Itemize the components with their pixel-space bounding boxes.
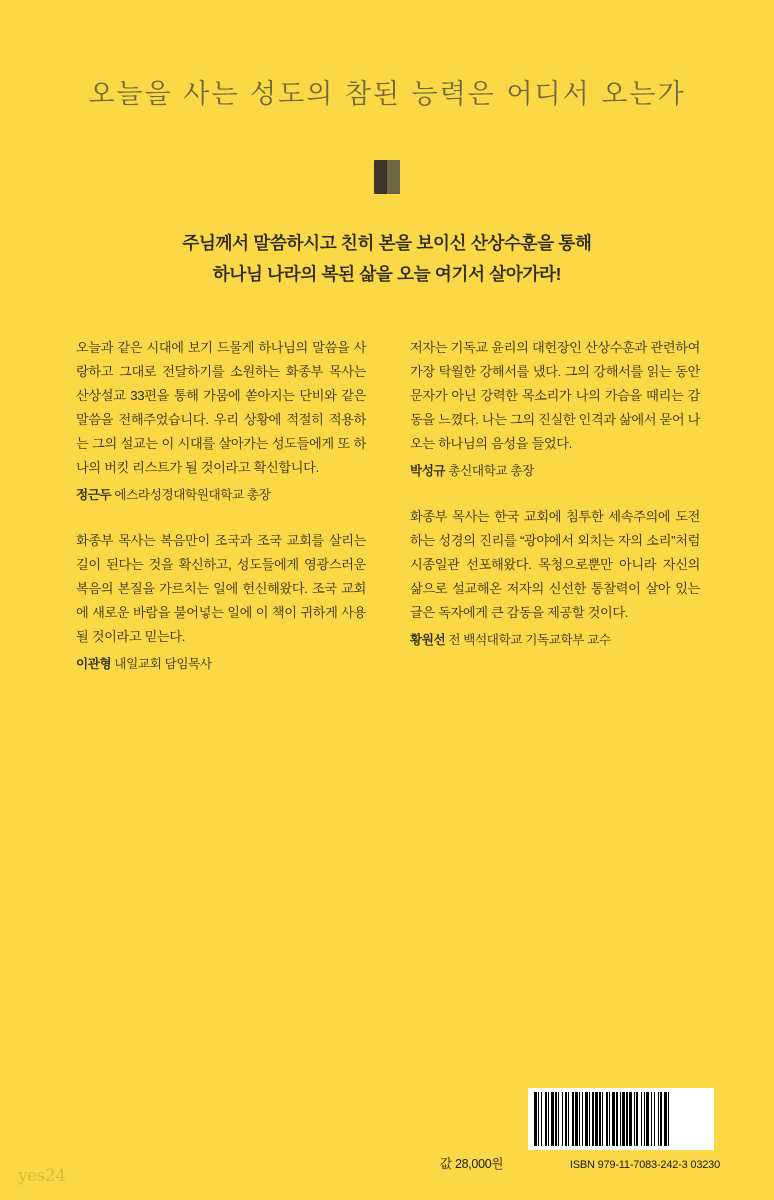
endorser-role: 총신대학교 총장 (448, 464, 534, 479)
endorsement-item (410, 336, 700, 479)
endorsement-item (76, 336, 366, 503)
endorsement-text: 화종부 목사는 복음만이 조국과 조국 교회를 살리는 길이 된다는 것을 확신하고, 성도들에게 영광스러운 복음의 본질을 가르치는 일에 헌신해왔다. 조국 교회에 새로운 바람을 불어넣는 일에 이 책이 귀하게 사용될 것이라고 믿는다. (76, 533, 366, 645)
endorsement-columns (76, 336, 700, 672)
subheadline (0, 228, 774, 289)
endorser-role: 전 백석대학교 기독교학부 교수 (448, 633, 611, 648)
endorser-name: 박성규 (410, 464, 446, 479)
book-bookmark-icon (374, 160, 400, 194)
subheadline-line-2: 하나님 나라의 복된 삶을 오늘 여기서 살아가라! (212, 263, 562, 284)
watermark-label: yes24 (18, 1166, 66, 1186)
subheadline-line-1: 주님께서 말씀하시고 친히 본을 보이신 산상수훈을 통해 (182, 233, 592, 253)
endorser-role: 에스라성경대학원대학교 총장 (114, 488, 271, 503)
endorsement-attribution (76, 653, 366, 672)
endorser-role: 내일교회 담임목사 (114, 657, 212, 672)
barcode-bars (534, 1092, 708, 1146)
endorsement-text: 화종부 목사는 한국 교회에 침투한 세속주의에 도전하는 성경의 진리를 “광야에서 외치는 자의 소리”처럼 시종일관 선포해왔다. 목청으로뿐만 아니라 자신의 삶으로 설교해온 저자의 신선한 통찰력이 살아 있는 글은 독자에게 큰 감동을 제공할 것이다. (410, 509, 700, 621)
endorsement-item (76, 529, 366, 672)
endorsement-column-right (410, 336, 700, 672)
page-title: 오늘을 사는 성도의 참된 능력은 어디서 오는가 (88, 79, 686, 110)
endorsement-column-left (76, 336, 366, 672)
publisher-logo-wrap (0, 160, 774, 199)
price-isbn-row (440, 1154, 720, 1172)
endorsement-item (410, 505, 700, 648)
endorsement-text: 저자는 기독교 윤리의 대헌장인 산상수훈과 관련하여 가장 탁월한 강해서를 냈다. 그의 강해서를 읽는 동안 문자가 아닌 강력한 목소리가 나의 가슴을 때리는 감동을 느꼈다. 나는 그의 진실한 인격과 삶에서 묻어 나오는 하나님의 음성을 들었다. (410, 340, 700, 452)
endorser-name: 정근두 (76, 488, 112, 503)
endorsement-attribution (76, 484, 366, 503)
isbn-label: ISBN 979-11-7083-242-3 03230 (569, 1159, 720, 1171)
endorsement-text: 오늘과 같은 시대에 보기 드물게 하나님의 말씀을 사랑하고 그대로 전달하기를 소원하는 화종부 목사는 산상설교 33편을 통해 가뭄에 쏟아지는 단비와 같은 말씀을 전해주었습니다. 우리 상황에 적절히 적용하는 그의 설교는 이 시대를 살아가는 성도들에게 또 하나의 버킷 리스트가 될 것이라고 확신합니다. (76, 340, 366, 476)
endorsement-attribution (410, 629, 700, 648)
endorser-name: 이관형 (76, 657, 112, 672)
endorser-name: 황원선 (410, 633, 446, 648)
barcode (528, 1088, 714, 1150)
price-label: 값 28,000원 (440, 1157, 504, 1171)
endorsement-attribution (410, 460, 700, 479)
